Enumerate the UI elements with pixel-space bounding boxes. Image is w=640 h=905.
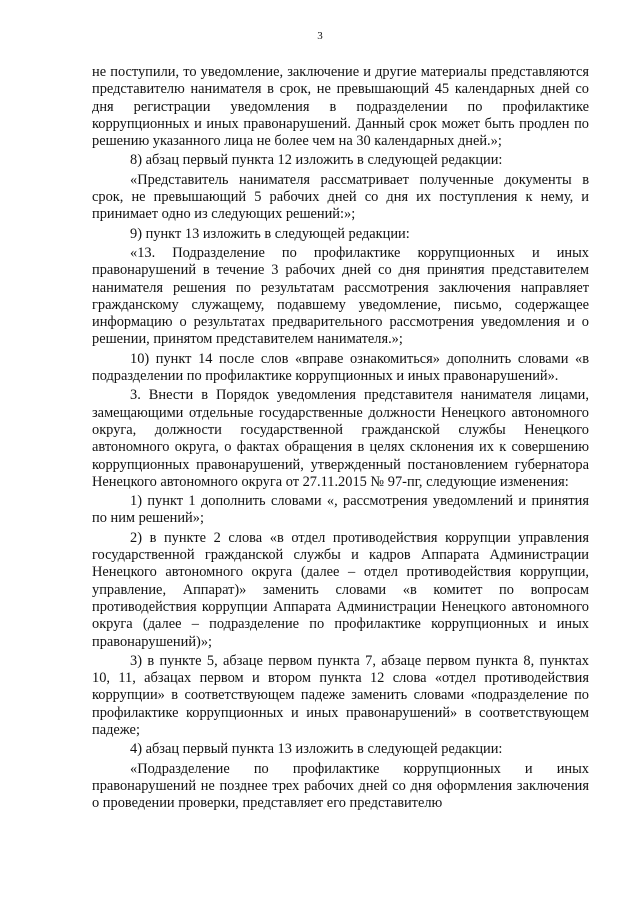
paragraph-item-8: 8) абзац первый пункта 12 изложить в следующей редакции: [130, 152, 503, 169]
paragraph-section-3: 3. Внести в Порядок уведомления представителя нанимателя лицами, замещающими отдельные государственные должности Ненецкого автономного округа, должности государственной гражданской службы Ненецкого автономного округа, о фактах обращения в целях склонения их к совершению коррупционных правонарушений, утвержденный постановлением губернатора Ненецкого автономного округа от 27.11.2015 № 97-пг, следующие изменения: [92, 387, 589, 490]
paragraph-subitem-4: 4) абзац первый пункта 13 изложить в следующей редакции: [130, 741, 503, 758]
paragraph-continuation: не поступили, то уведомление, заключение и другие материалы представляются представителю нанимателя в срок, не превышающий 45 календарных дней со дня регистрации уведомления в подразделении по профилактике коррупционных и иных правонарушений. Данный срок может быть продлен по решению указанного лица не более чем на 30 календарных дней.»; [92, 64, 589, 150]
paragraph-subitem-3: 3) в пункте 5, абзаце первом пункта 7, абзаце первом пункта 8, пунктах 10, 11, абзацах первом и втором пункта 12 слова «отдел противодействия коррупции» в соответствующем падеже заменить словами «подразделение по профилактике коррупционных и иных правонарушений» в соответствующем падеже; [92, 652, 589, 738]
paragraph-subitem-1: 1) пункт 1 дополнить словами «, рассмотрения уведомлений и принятия по ним решений»; [92, 493, 589, 527]
document-body [92, 64, 589, 812]
paragraph-item-10: 10) пункт 14 после слов «вправе ознакомиться» дополнить словами «в подразделении по профилактике коррупционных и иных правонарушений». [92, 350, 589, 385]
paragraph-quote-13: «13. Подразделение по профилактике коррупционных и иных правонарушений в течение 3 рабочих дней со дня принятия представителем нанимателя решения по результатам рассмотрения заключения направляет гражданскому служащему, подавшему уведомление, письмо, содержащее информацию о результатах предварительного рассмотрения уведомления и о решении, принятом представителем нанимателя.»; [92, 244, 589, 348]
paragraph-subitem-2: 2) в пункте 2 слова «в отдел противодействия коррупции управления государственной гражданской службы и кадров Аппарата Администрации Ненецкого автономного округа (далее – отдел противодействия коррупции, управление, Аппарат)» заменить словами «в комитет по вопросам противодействия коррупции Аппарата Администрации Ненецкого автономного округа (далее – подразделение по профилактике коррупционных и иных правонарушений)»; [92, 529, 589, 650]
paragraph-quote-representative: «Представитель нанимателя рассматривает полученные документы в срок, не превышающий 5 рабочих дней со дня их поступления к нему, и принимает одно из следующих решений:»; [92, 171, 589, 223]
paragraph-item-9: 9) пункт 13 изложить в следующей редакции: [130, 225, 410, 242]
paragraph-quote-division: «Подразделение по профилактике коррупционных и иных правонарушений не позднее трех рабочих дней со дня оформления заключения о проведении проверки, представляет его представителю [92, 760, 589, 812]
page-number: 3 [317, 30, 323, 42]
